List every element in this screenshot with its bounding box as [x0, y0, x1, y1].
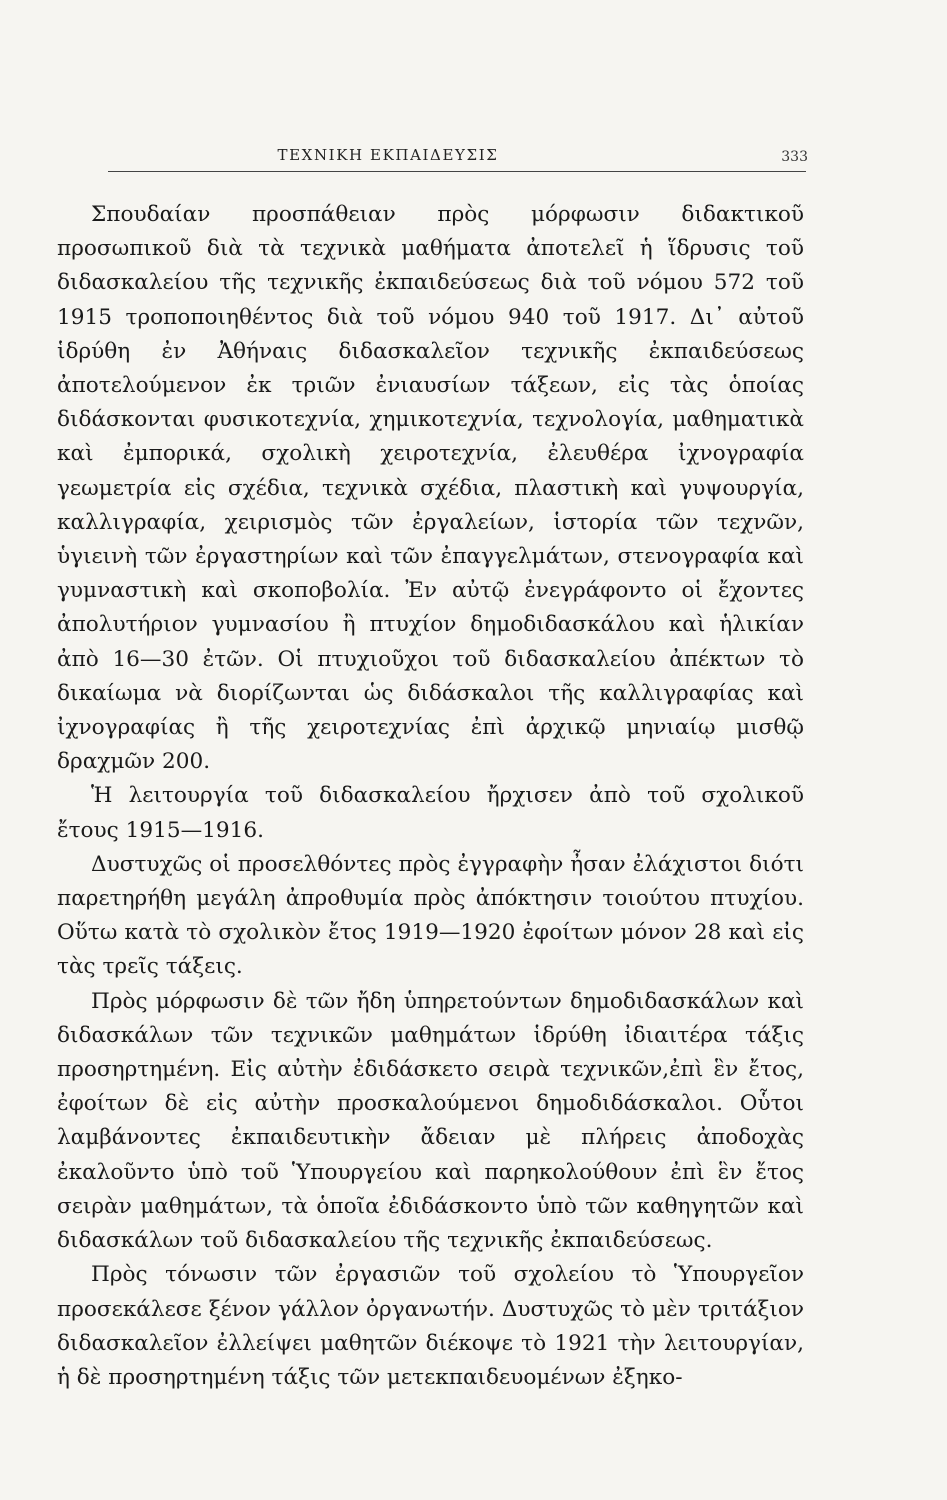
running-head: [108, 146, 808, 170]
running-title: ΤΕΧΝΙΚΗ ΕΚΠΑΙΔΕΥΣΙΣ: [277, 146, 499, 164]
paragraph: Πρὸς μόρφωσιν δὲ τῶν ἤδη ὑπηρετούντων δημοδιδασκάλων καὶ διδασκάλων τῶν τεχνικῶν μαθημάτων ἱδρύθη ἰδιαιτέρα τάξις προσηρτημένη. Εἰς αὐτὴν ἐδιδάσκετο σειρὰ τεχνικῶν,ἐπὶ ἓν ἔτος, ἐφοίτων δὲ εἰς αὐτὴν προσκαλούμενοι δημοδιδάσκαλοι. Οὗτοι λαμβάνοντες ἐκπαιδευτικὴν ἄδειαν μὲ πλήρεις ἀποδοχὰς ἐκαλοῦντο ὑπὸ τοῦ Ὑπουργείου καὶ παρηκολούθουν ἐπὶ ἓν ἔτος σειρὰν μαθημάτων, τὰ ὁποῖα ἐδιδάσκοντο ὑπὸ τῶν καθηγητῶν καὶ διδασκάλων τοῦ διδασκαλείου τῆς τεχνικῆς ἐκπαιδεύσεως.: [57, 988, 804, 1254]
paragraph: Ἡ λειτουργία τοῦ διδασκαλείου ἤρχισεν ἀπὸ τοῦ σχολικοῦ ἔτους 1915—1916.: [57, 783, 804, 843]
paragraph: Δυστυχῶς οἱ προσελθόντες πρὸς ἐγγραφὴν ἦσαν ἐλάχιστοι διότι παρετηρήθη μεγάλη ἀπροθυμία πρὸς ἀπόκτησιν τοιούτου πτυχίου. Οὕτω κατὰ τὸ σχολικὸν ἔτος 1919—1920 ἐφοίτων μόνον 28 καὶ εἰς τὰς τρεῖς τάξεις.: [57, 851, 804, 980]
paragraph: Σπουδαίαν προσπάθειαν πρὸς μόρφωσιν διδακτικοῦ προσωπικοῦ διὰ τὰ τεχνικὰ μαθήματα ἀποτελεῖ ἡ ἵδρυσις τοῦ διδασκαλείου τῆς τεχνικῆς ἐκπαιδεύσεως διὰ τοῦ νόμου 572 τοῦ 1915 τροποποιηθέντος διὰ τοῦ νόμου 940 τοῦ 1917. Δι᾽ αὐτοῦ ἱδρύθη ἐν Ἀθήναις διδασκαλεῖον τεχνικῆς ἐκπαιδεύσεως ἀποτελούμενον ἐκ τριῶν ἐνιαυσίων τάξεων, εἰς τὰς ὁποίας διδάσκονται φυσικοτεχνία, χημικοτεχνία, τεχνολογία, μαθηματικὰ καὶ ἐμπορικά, σχολικὴ χειροτεχνία, ἐλευθέρα ἰχνογραφία γεωμετρία εἰς σχέδια, τεχνικὰ σχέδια, πλαστικὴ καὶ γυψουργία, καλλιγραφία, χειρισμὸς τῶν ἐργαλείων, ἱστορία τῶν τεχνῶν, ὑγιεινὴ τῶν ἐργαστηρίων καὶ τῶν ἐπαγγελμάτων, στενογραφία καὶ γυμναστικὴ καὶ σκοποβολία. Ἐν αὐτῷ ἐνεγράφοντο οἱ ἔχοντες ἀπολυτήριον γυμνασίου ἢ πτυχίον δημοδιδασκάλου καὶ ἡλικίαν ἀπὸ 16—30 ἐτῶν. Οἱ πτυχιοῦχοι τοῦ διδασκαλείου ἀπέκτων τὸ δικαίωμα νὰ διορίζωνται ὡς διδάσκαλοι τῆς καλλιγραφίας καὶ ἰχνογραφίας ἢ τῆς χειροτεχνίας ἐπὶ ἀρχικῷ μηνιαίῳ μισθῷ δραχμῶν 200.: [57, 202, 804, 775]
page-number: 333: [781, 149, 808, 165]
paragraph: Πρὸς τόνωσιν τῶν ἐργασιῶν τοῦ σχολείου τὸ Ὑπουργεῖον προσεκάλεσε ξένον γάλλον ὀργανωτήν. Δυστυχῶς τὸ μὲν τριτάξιον διδασκαλεῖον ἐλλείψει μαθητῶν διέκοψε τὸ 1921 τὴν λειτουργίαν, ἡ δὲ προσηρτημένη τάξις τῶν μετεκπαιδευομένων ἐξηκο-: [57, 1262, 804, 1390]
header-rule: [108, 171, 806, 172]
body-text: [57, 198, 804, 1395]
